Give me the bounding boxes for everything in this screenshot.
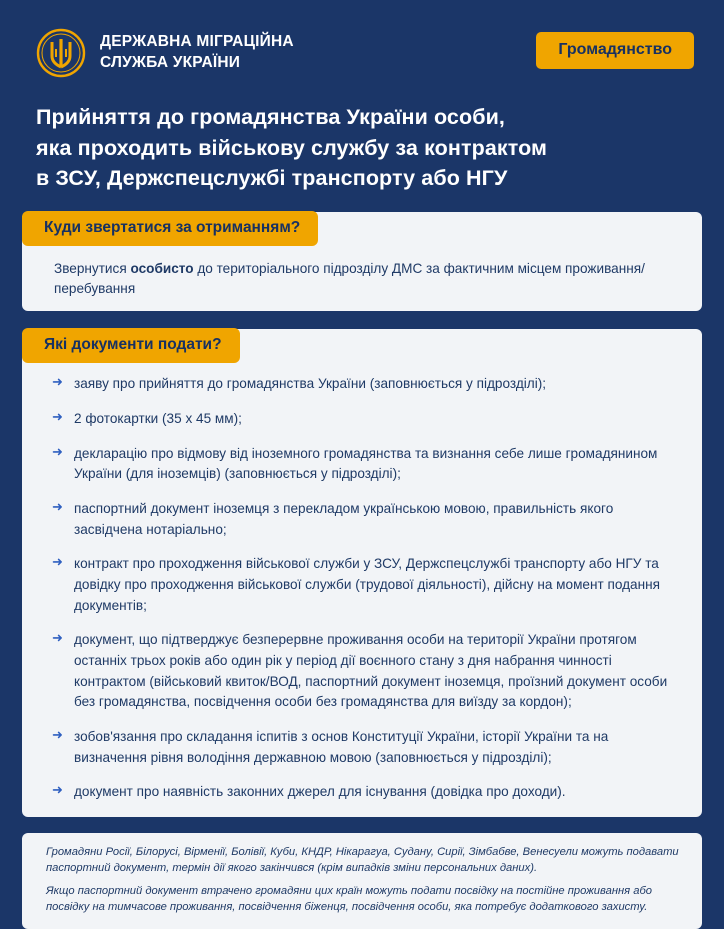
page-title-line-2: яка проходить військову службу за контрактом <box>36 135 548 160</box>
where-text-after: до територіального підрозділу ДМС за фактичним місцем проживання/перебування <box>54 260 645 296</box>
status-badge: Громадянство <box>536 32 694 69</box>
page-title-line-3: в ЗСУ, Держспецслужбі транспорту або НГУ <box>36 166 508 191</box>
documents-heading: Які документи подати? <box>22 328 240 363</box>
where-to-apply-section <box>22 212 702 312</box>
page-title-line-1: Прийняття до громадянства України особи, <box>36 105 505 129</box>
documents-section <box>22 329 702 817</box>
list-item <box>52 409 676 430</box>
footnote-block <box>22 833 702 929</box>
brand-block <box>22 26 294 80</box>
footnote-paragraph-2: Якщо паспортний документ втрачено громадяни цих країн можуть подати посвідку на постійне проживання або посвідку на тимчасове проживання, посвідчення біженця, посвідчення особи, яка потребує додаткового захисту. <box>46 884 652 913</box>
list-item-text: документ про наявність законних джерел для існування (довідка про доходи). <box>74 784 566 800</box>
arrow-right-icon: ➜ <box>52 554 63 570</box>
list-item-text: декларацію про відмову від іноземного громадянства та визнання себе лише громадянином України (для іноземців) (заповнюється у підрозділі); <box>74 445 658 482</box>
footnote-paragraph-1: Громадяни Росії, Білорусі, Вірменії, Болівії, Куби, КНДР, Нікарагуа, Судану, Сирії, Зімбабве, Венесуели можуть подавати паспортний документ, термін дії якого закінчився (крім випадків зміни персональних даних). <box>46 845 679 874</box>
list-item <box>52 727 676 768</box>
arrow-right-icon: ➜ <box>52 408 63 424</box>
list-item <box>52 444 676 485</box>
documents-list <box>22 374 702 803</box>
where-to-apply-text <box>22 247 702 300</box>
list-item <box>52 554 676 616</box>
where-text-bold: особисто <box>130 260 194 276</box>
page-header <box>22 26 702 80</box>
list-item <box>52 782 676 803</box>
trident-emblem-icon <box>36 26 86 80</box>
list-item <box>52 374 676 395</box>
organization-line-2: СЛУЖБА УКРАЇНИ <box>100 54 241 71</box>
organization-name <box>100 32 294 73</box>
arrow-right-icon: ➜ <box>52 374 63 390</box>
organization-line-1: ДЕРЖАВНА МІГРАЦІЙНА <box>100 33 294 51</box>
list-item <box>52 499 676 540</box>
list-item-text: 2 фотокартки (35 х 45 мм); <box>74 410 242 426</box>
list-item <box>52 630 676 713</box>
arrow-right-icon: ➜ <box>52 726 63 742</box>
list-item-text: документ, що підтверджує безперервне проживання особи на території України протягом останніх трьох років або один рік у період дії воєнного стану з дня набрання чинності контрактом (військовий квиток/ВОД, паспортний документ іноземця, проїзний документ особи без громадянства, посвідчення особи без громадянства для виїзду за кордон); <box>74 632 668 710</box>
arrow-right-icon: ➜ <box>52 630 63 646</box>
list-item-text: паспортний документ іноземця з перекладом українською мовою, правильність якого засвідчена нотаріально; <box>74 500 614 537</box>
arrow-right-icon: ➜ <box>52 443 63 459</box>
where-text-before: Звернутися <box>54 260 131 276</box>
arrow-right-icon: ➜ <box>52 782 63 798</box>
list-item-text: заяву про прийняття до громадянства України (заповнюється у підрозділі); <box>74 376 547 392</box>
where-to-apply-heading: Куди звертатися за отриманням? <box>22 211 318 246</box>
list-item-text: зобов'язання про складання іспитів з основ Конституції України, історії України та на визначення рівня володіння державною мовою (заповнюється у підрозділі); <box>74 728 609 765</box>
page-title <box>36 102 702 194</box>
arrow-right-icon: ➜ <box>52 498 63 514</box>
list-item-text: контракт про проходження військової служби у ЗСУ, Держспецслужбі транспорту або НГУ та довідку про проходження військової служби (трудової діяльності), дійсну на момент подання документів; <box>74 556 660 613</box>
